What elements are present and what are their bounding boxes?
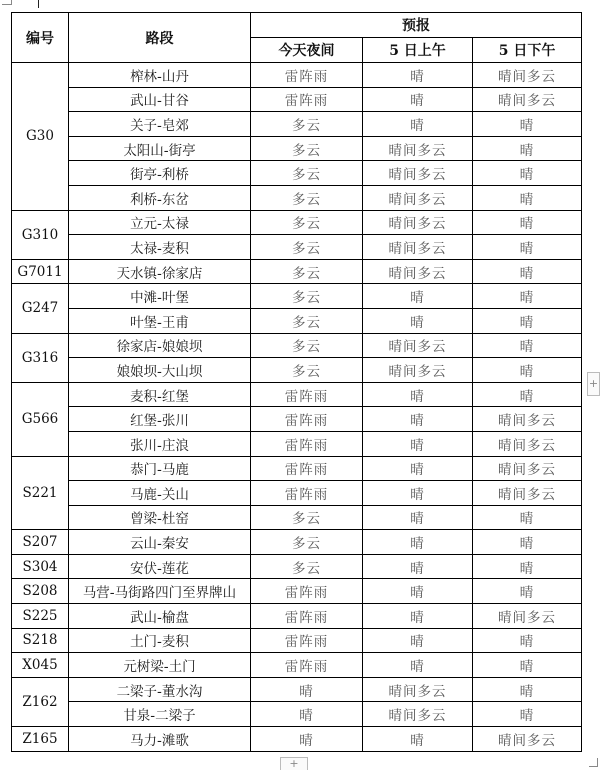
section-cell: 天水镇-徐家店 (69, 259, 251, 284)
table-row (12, 653, 582, 678)
afternoon-forecast-cell: 晴间多云 (473, 604, 582, 629)
table-row (12, 284, 582, 309)
road-code-cell: S208 (12, 579, 69, 604)
tonight-forecast-cell: 多云 (251, 136, 363, 161)
section-cell: 街亭-利桥 (69, 161, 251, 186)
afternoon-forecast-cell: 晴 (473, 677, 582, 702)
morning-forecast-cell: 晴 (363, 554, 473, 579)
tonight-forecast-cell: 多云 (251, 358, 363, 383)
tonight-forecast-cell: 雷阵雨 (251, 653, 363, 678)
section-cell: 土门-麦积 (69, 628, 251, 653)
section-cell: 元树梁-土门 (69, 653, 251, 678)
header-afternoon: 5 日下午 (473, 38, 582, 63)
road-code-cell: G566 (12, 382, 69, 456)
afternoon-forecast-cell: 晴间多云 (473, 407, 582, 432)
section-cell: 二梁子-董水沟 (69, 677, 251, 702)
morning-forecast-cell: 晴 (363, 530, 473, 555)
header-section: 路段 (69, 13, 251, 63)
header-morning: 5 日上午 (363, 38, 473, 63)
section-cell: 利桥-东岔 (69, 185, 251, 210)
morning-forecast-cell: 晴 (363, 505, 473, 530)
section-cell: 甘泉-二梁子 (69, 702, 251, 727)
morning-forecast-cell: 晴间多云 (363, 185, 473, 210)
afternoon-forecast-cell: 晴 (473, 259, 582, 284)
road-code-cell: S221 (12, 456, 69, 530)
road-code-cell: S304 (12, 554, 69, 579)
tonight-forecast-cell: 雷阵雨 (251, 87, 363, 112)
section-cell: 马营-马街路四门至界牌山 (69, 579, 251, 604)
tonight-forecast-cell: 雷阵雨 (251, 628, 363, 653)
road-code-cell: Z165 (12, 727, 69, 752)
tonight-forecast-cell: 雷阵雨 (251, 579, 363, 604)
road-code-cell: G316 (12, 333, 69, 382)
morning-forecast-cell: 晴 (363, 87, 473, 112)
table-row (12, 87, 582, 112)
tonight-forecast-cell: 多云 (251, 210, 363, 235)
header-tonight: 今天夜间 (251, 38, 363, 63)
afternoon-forecast-cell: 晴间多云 (473, 87, 582, 112)
morning-forecast-cell: 晴 (363, 308, 473, 333)
tonight-forecast-cell: 多云 (251, 161, 363, 186)
tonight-forecast-cell: 多云 (251, 112, 363, 137)
section-cell: 关子-皂郊 (69, 112, 251, 137)
text-cursor (38, 0, 39, 8)
afternoon-forecast-cell: 晴 (473, 579, 582, 604)
tonight-forecast-cell: 雷阵雨 (251, 382, 363, 407)
road-code-cell: S225 (12, 604, 69, 629)
section-cell: 娘娘坝-大山坝 (69, 358, 251, 383)
header-forecast: 预报 (251, 13, 582, 38)
table-row (12, 358, 582, 383)
afternoon-forecast-cell: 晴间多云 (473, 727, 582, 752)
road-code-cell: Z162 (12, 677, 69, 726)
road-code-cell: X045 (12, 653, 69, 678)
morning-forecast-cell: 晴间多云 (363, 677, 473, 702)
table-row (12, 727, 582, 752)
table-row (12, 407, 582, 432)
morning-forecast-cell: 晴 (363, 653, 473, 678)
afternoon-forecast-cell: 晴间多云 (473, 456, 582, 481)
table-row (12, 63, 582, 88)
tonight-forecast-cell: 雷阵雨 (251, 604, 363, 629)
morning-forecast-cell: 晴间多云 (363, 161, 473, 186)
morning-forecast-cell: 晴 (363, 628, 473, 653)
afternoon-forecast-cell: 晴 (473, 382, 582, 407)
afternoon-forecast-cell: 晴 (473, 284, 582, 309)
header-code: 编号 (12, 13, 69, 63)
section-cell: 张川-庄浪 (69, 431, 251, 456)
table-row (12, 604, 582, 629)
afternoon-forecast-cell: 晴 (473, 161, 582, 186)
table-row (12, 382, 582, 407)
morning-forecast-cell: 晴 (363, 382, 473, 407)
section-cell: 徐家店-娘娘坝 (69, 333, 251, 358)
table-row (12, 530, 582, 555)
afternoon-forecast-cell: 晴间多云 (473, 431, 582, 456)
add-column-handle[interactable]: + (587, 372, 600, 396)
afternoon-forecast-cell: 晴间多云 (473, 481, 582, 506)
table-row (12, 161, 582, 186)
section-cell: 太阳山-街亭 (69, 136, 251, 161)
road-code-cell: G247 (12, 284, 69, 333)
morning-forecast-cell: 晴 (363, 407, 473, 432)
afternoon-forecast-cell: 晴间多云 (473, 63, 582, 88)
table-row (12, 505, 582, 530)
table-resize-handle[interactable] (589, 758, 598, 767)
section-cell: 中滩-叶堡 (69, 284, 251, 309)
morning-forecast-cell: 晴间多云 (363, 259, 473, 284)
tonight-forecast-cell: 多云 (251, 235, 363, 260)
tonight-forecast-cell: 雷阵雨 (251, 407, 363, 432)
morning-forecast-cell: 晴 (363, 63, 473, 88)
tonight-forecast-cell: 多云 (251, 530, 363, 555)
morning-forecast-cell: 晴 (363, 604, 473, 629)
section-cell: 武山-榆盘 (69, 604, 251, 629)
section-cell: 立元-太禄 (69, 210, 251, 235)
afternoon-forecast-cell: 晴 (473, 653, 582, 678)
forecast-table (11, 12, 582, 752)
tonight-forecast-cell: 雷阵雨 (251, 431, 363, 456)
section-cell: 太禄-麦积 (69, 235, 251, 260)
table-row (12, 333, 582, 358)
tonight-forecast-cell: 多云 (251, 308, 363, 333)
table-row (12, 210, 582, 235)
section-cell: 叶堡-王甫 (69, 308, 251, 333)
morning-forecast-cell: 晴 (363, 579, 473, 604)
morning-forecast-cell: 晴间多云 (363, 333, 473, 358)
road-code-cell: G30 (12, 63, 69, 211)
road-code-cell: S207 (12, 530, 69, 555)
morning-forecast-cell: 晴间多云 (363, 235, 473, 260)
section-cell: 红堡-张川 (69, 407, 251, 432)
tonight-forecast-cell: 多云 (251, 333, 363, 358)
afternoon-forecast-cell: 晴 (473, 185, 582, 210)
section-cell: 马鹿-关山 (69, 481, 251, 506)
page-corner-mark (2, 0, 14, 12)
table-row (12, 136, 582, 161)
afternoon-forecast-cell: 晴 (473, 308, 582, 333)
table-row (12, 259, 582, 284)
table-row (12, 431, 582, 456)
morning-forecast-cell: 晴 (363, 431, 473, 456)
road-code-cell: G7011 (12, 259, 69, 284)
section-cell: 曾梁-杜窑 (69, 505, 251, 530)
morning-forecast-cell: 晴 (363, 481, 473, 506)
tonight-forecast-cell: 多云 (251, 284, 363, 309)
tonight-forecast-cell: 雷阵雨 (251, 63, 363, 88)
afternoon-forecast-cell: 晴 (473, 554, 582, 579)
morning-forecast-cell: 晴间多云 (363, 702, 473, 727)
table-row (12, 308, 582, 333)
forecast-table-body (12, 63, 582, 752)
afternoon-forecast-cell: 晴 (473, 702, 582, 727)
section-cell: 麦积-红堡 (69, 382, 251, 407)
table-row (12, 456, 582, 481)
morning-forecast-cell: 晴 (363, 456, 473, 481)
tonight-forecast-cell: 多云 (251, 185, 363, 210)
tonight-forecast-cell: 雷阵雨 (251, 456, 363, 481)
afternoon-forecast-cell: 晴 (473, 210, 582, 235)
afternoon-forecast-cell: 晴 (473, 333, 582, 358)
table-row (12, 554, 582, 579)
tonight-forecast-cell: 多云 (251, 259, 363, 284)
table-row (12, 185, 582, 210)
afternoon-forecast-cell: 晴 (473, 530, 582, 555)
tonight-forecast-cell: 多云 (251, 554, 363, 579)
tonight-forecast-cell: 晴 (251, 702, 363, 727)
morning-forecast-cell: 晴间多云 (363, 358, 473, 383)
table-row (12, 481, 582, 506)
table-row (12, 579, 582, 604)
afternoon-forecast-cell: 晴 (473, 112, 582, 137)
section-cell: 榨林-山丹 (69, 63, 251, 88)
afternoon-forecast-cell: 晴 (473, 358, 582, 383)
tonight-forecast-cell: 晴 (251, 727, 363, 752)
section-cell: 云山-秦安 (69, 530, 251, 555)
tonight-forecast-cell: 晴 (251, 677, 363, 702)
tonight-forecast-cell: 雷阵雨 (251, 481, 363, 506)
tonight-forecast-cell: 多云 (251, 505, 363, 530)
table-row (12, 677, 582, 702)
table-row (12, 702, 582, 727)
afternoon-forecast-cell: 晴 (473, 235, 582, 260)
section-cell: 安伏-莲花 (69, 554, 251, 579)
section-cell: 恭门-马鹿 (69, 456, 251, 481)
morning-forecast-cell: 晴间多云 (363, 210, 473, 235)
road-code-cell: G310 (12, 210, 69, 259)
afternoon-forecast-cell: 晴 (473, 136, 582, 161)
afternoon-forecast-cell: 晴 (473, 505, 582, 530)
afternoon-forecast-cell: 晴 (473, 628, 582, 653)
road-code-cell: S218 (12, 628, 69, 653)
morning-forecast-cell: 晴 (363, 112, 473, 137)
table-row (12, 112, 582, 137)
table-row (12, 235, 582, 260)
table-row (12, 628, 582, 653)
add-row-handle[interactable]: + (280, 757, 308, 770)
morning-forecast-cell: 晴 (363, 727, 473, 752)
morning-forecast-cell: 晴间多云 (363, 136, 473, 161)
section-cell: 武山-甘谷 (69, 87, 251, 112)
section-cell: 马力-滩歌 (69, 727, 251, 752)
morning-forecast-cell: 晴 (363, 284, 473, 309)
